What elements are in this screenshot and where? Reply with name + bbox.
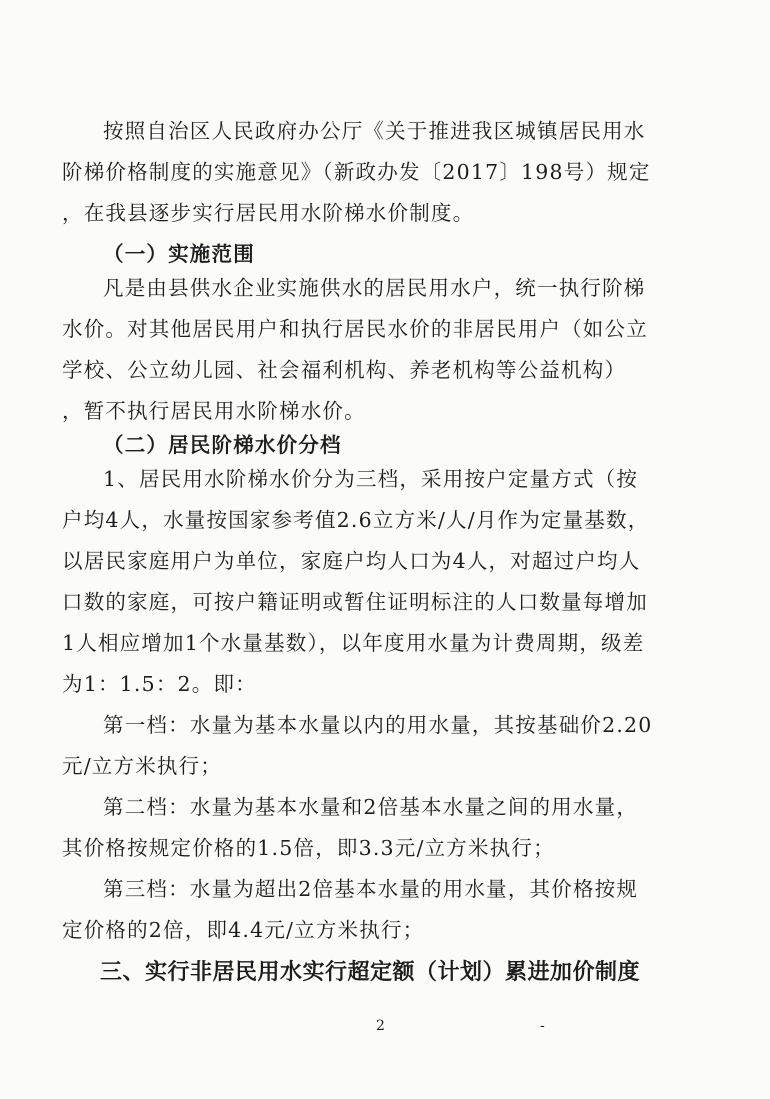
section-heading-three: 三、实行非居民用水实行超定额（计划）累进加价制度 (100, 960, 641, 985)
page-number: 2 (376, 1018, 385, 1034)
paragraph-line: ，在我县逐步实行居民用水阶梯水价制度。 (62, 201, 475, 225)
paragraph-line: 口数的家庭，可按户籍证明或暂住证明标注的人口数量每增加 (62, 590, 648, 614)
section-heading-scope: （一）实施范围 (103, 242, 255, 266)
tier-one-line: 第一档：水量为基本水量以内的用水量，其按基础价2.20 (103, 713, 653, 737)
tier-one-line: 元/立方米执行； (62, 754, 223, 778)
tier-two-line: 其价格按规定价格的1.5倍，即3.3元/立方米执行； (62, 836, 555, 860)
paragraph-line: 学校、公立幼儿园、社会福利机构、养老机构等公益机构） (62, 358, 627, 382)
paragraph-line: 水价。对其他居民用户和执行居民水价的非居民用户（如公立 (62, 317, 648, 341)
paragraph-line: 以居民家庭用户为单位，家庭户均人口为4人，对超过户均人 (62, 549, 641, 573)
paragraph-line: 为1：1.5：2。即： (62, 672, 257, 696)
footer-mark: - (540, 1018, 545, 1034)
paragraph-line: 户均4人，水量按国家参考值2.6立方米/人/月作为定量基数， (62, 508, 650, 532)
paragraph-line: ，暂不执行居民用水阶梯水价。 (62, 399, 366, 423)
paragraph-line: 1人相应增加1个水量基数），以年度用水量为计费周期，级差 (62, 631, 645, 655)
paragraph-line: 凡是由县供水企业实施供水的居民用水户，统一执行阶梯 (103, 276, 646, 300)
tier-two-line: 第二档：水量为基本水量和2倍基本水量之间的用水量， (103, 795, 639, 819)
paragraph-line: 阶梯价格制度的实施意见》（新政办发〔2017〕198号）规定 (62, 160, 651, 184)
section-heading-tiers: （二）居民阶梯水价分档 (103, 433, 342, 457)
tier-three-line: 定价格的2倍，即4.4元/立方米执行； (62, 918, 425, 942)
paragraph-line: 1、居民用水阶梯水价分为三档，采用按户定量方式（按 (103, 467, 639, 491)
tier-three-line: 第三档：水量为超出2倍基本水量的用水量，其价格按规 (103, 877, 639, 901)
paragraph-line: 按照自治区人民政府办公厅《关于推进我区城镇居民用水 (103, 119, 646, 143)
